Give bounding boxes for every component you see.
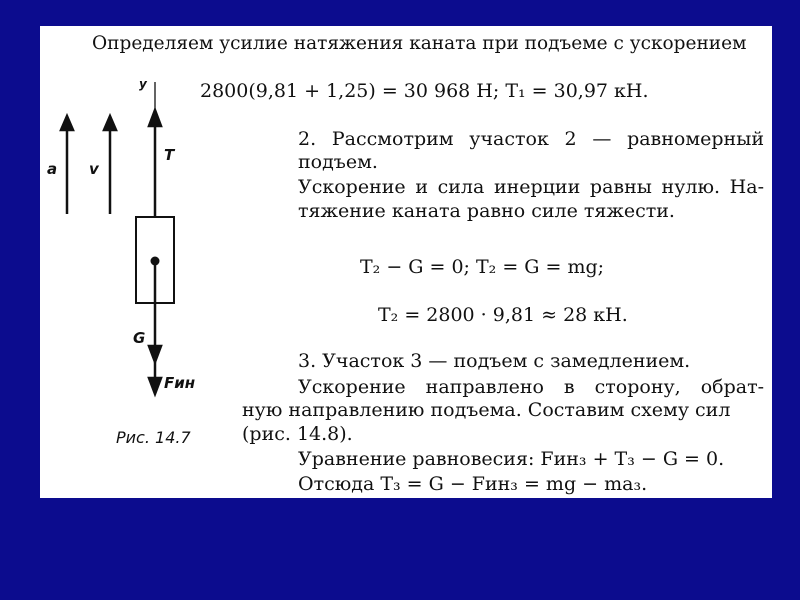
section-3-equilibrium-equation: Уравнение равновесия: Fин₃ + T₃ − G = 0.	[298, 448, 725, 470]
inertia-arrow-head	[149, 378, 161, 394]
inertia-force-label: Fин	[164, 374, 196, 392]
figure-caption: Рис. 14.7	[116, 428, 191, 447]
section-3-line-3: ную направлению подъема. Составим схему сил	[242, 399, 731, 421]
intro-text: Определяем усилие натяжения каната при подъеме с ускорением	[92, 33, 747, 54]
tension-label: T	[164, 146, 175, 164]
equation-tension-2-value: T₂ = 2800 · 9,81 ≈ 28 кН.	[378, 304, 628, 326]
acceleration-arrow-head	[61, 116, 73, 130]
section-3-line-4: (рис. 14.8).	[242, 423, 353, 445]
section-2-line-4: тяжение каната равно силе тяжести.	[298, 200, 675, 222]
force-diagram	[40, 26, 280, 446]
velocity-label: v	[89, 160, 99, 178]
section-3-line-2: Ускорение направлено в сторону, обрат-	[298, 376, 764, 398]
slide-content	[40, 26, 772, 498]
section-2-line-1: 2. Рассмотрим участок 2 — равномерный	[298, 128, 764, 150]
acceleration-label: a	[47, 160, 58, 178]
equation-tension-2: T₂ − G = 0; T₂ = G = mg;	[360, 256, 605, 278]
y-axis-label: y	[139, 77, 147, 91]
gravity-arrow-head	[149, 346, 161, 362]
gravity-label: G	[133, 329, 146, 347]
equation-tension-1: 2800(9,81 + 1,25) = 30 968 Н; T₁ = 30,97 кН.	[200, 80, 649, 102]
tension-arrow-head	[149, 110, 161, 126]
velocity-arrow-head	[104, 116, 116, 130]
section-2-line-3: Ускорение и сила инерции равны нулю. На-	[298, 176, 764, 198]
section-3-result-equation: Отсюда T₃ = G − Fин₃ = mg − ma₃.	[298, 473, 648, 495]
section-3-line-1: 3. Участок 3 — подъем с замедлением.	[298, 350, 691, 372]
section-2-line-2: подъем.	[298, 151, 378, 173]
